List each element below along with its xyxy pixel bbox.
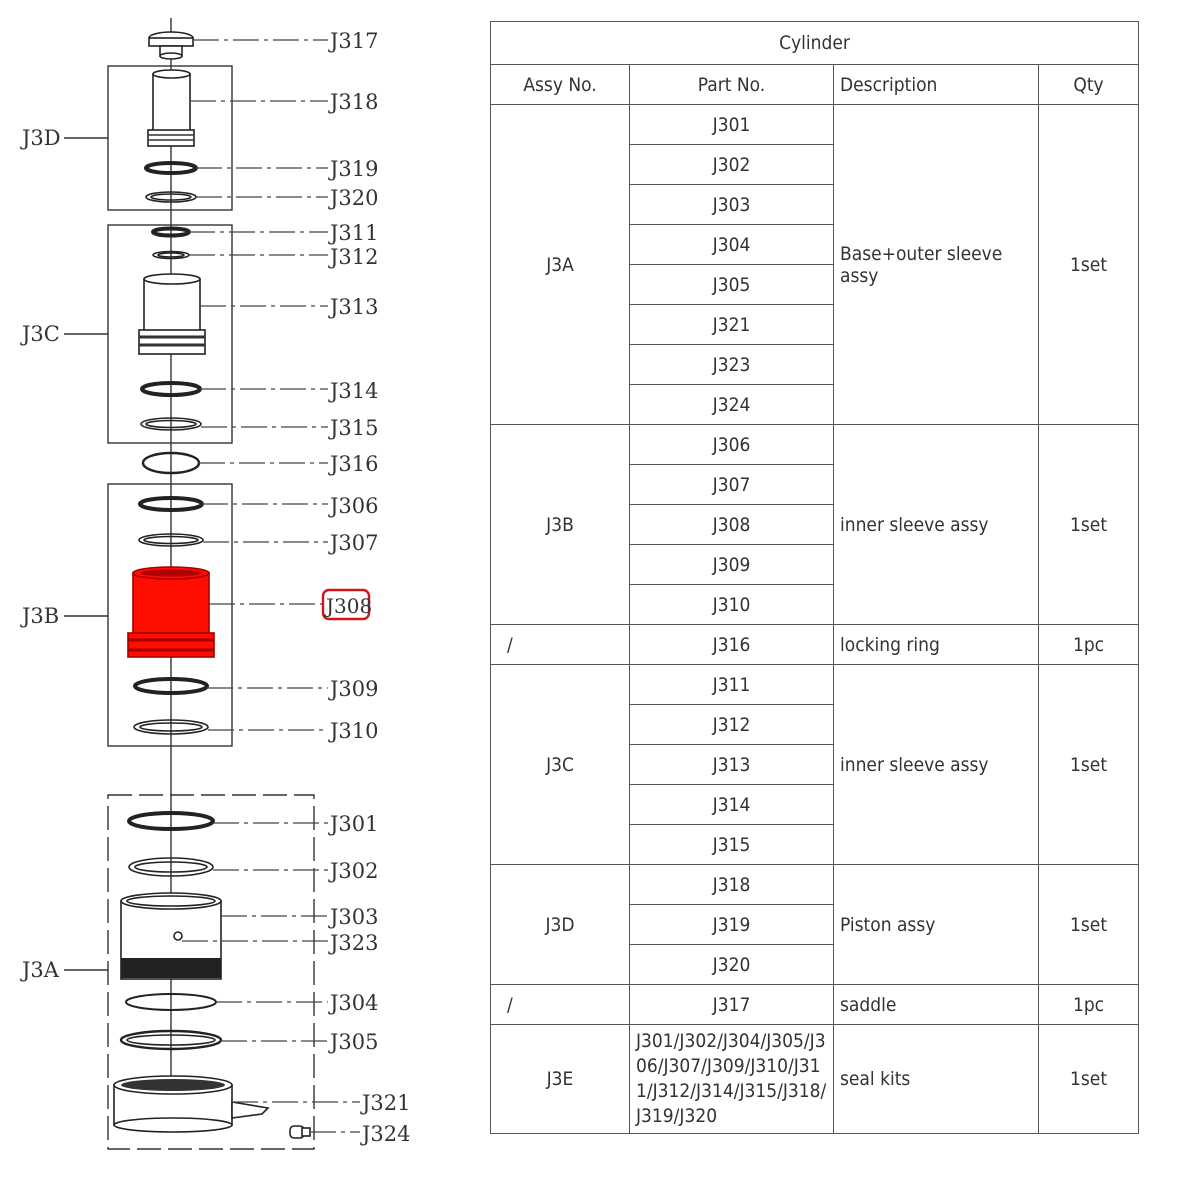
part-j323-screw [174, 932, 182, 940]
part-no-cell[interactable]: J316 [630, 625, 834, 665]
callout-j315[interactable]: J315 [330, 416, 379, 440]
assy-no-cell: J3E [491, 1025, 630, 1134]
callout-j324[interactable]: J324 [362, 1122, 411, 1146]
callout-j306[interactable]: J306 [330, 494, 379, 518]
qty-cell: 1pc [1039, 625, 1139, 665]
part-no-cell[interactable]: J301/J302/J304/J305/J306/J307/J309/J310/J311/J312/J314/J315/J318/J319/J320 [630, 1025, 834, 1134]
part-no-cell[interactable]: J315 [630, 825, 834, 865]
part-no-cell[interactable]: J301 [630, 105, 834, 145]
assy-no-cell: J3C [491, 665, 630, 865]
callout-j310[interactable]: J310 [330, 719, 379, 743]
part-no-cell[interactable]: J311 [630, 665, 834, 705]
qty-cell: 1pc [1039, 985, 1139, 1025]
description-cell: Piston assy [834, 865, 1039, 985]
part-no-cell[interactable]: J308 [630, 505, 834, 545]
table-row [491, 865, 1139, 905]
group-label-j3c: J3C [22, 322, 60, 346]
callout-j308[interactable]: J308 [326, 594, 373, 618]
callout-j319[interactable]: J319 [330, 157, 379, 181]
description-cell: inner sleeve assy [834, 425, 1039, 625]
assy-no-cell: J3B [491, 425, 630, 625]
parts-table [490, 21, 1139, 1134]
part-no-cell[interactable]: J307 [630, 465, 834, 505]
callout-j302[interactable]: J302 [330, 859, 379, 883]
part-no-cell[interactable]: J321 [630, 305, 834, 345]
part-j321-base [114, 1076, 268, 1132]
header-part-no: Part No. [630, 65, 834, 105]
description-cell: saddle [834, 985, 1039, 1025]
assy-no-cell: / [491, 985, 630, 1025]
part-no-cell[interactable]: J303 [630, 185, 834, 225]
part-no-cell[interactable]: J312 [630, 705, 834, 745]
description-cell: locking ring [834, 625, 1039, 665]
qty-cell: 1set [1039, 425, 1139, 625]
part-no-cell[interactable]: J314 [630, 785, 834, 825]
group-label-j3a: J3A [22, 958, 59, 982]
part-j308-inner-sleeve [128, 567, 214, 657]
table-row [491, 425, 1139, 465]
header-qty: Qty [1039, 65, 1139, 105]
table-body [491, 105, 1139, 1134]
callout-j301[interactable]: J301 [330, 812, 379, 836]
group-label-j3b: J3B [22, 604, 60, 628]
header-description: Description [834, 65, 1039, 105]
part-j313-sleeve [139, 274, 205, 354]
callout-j313[interactable]: J313 [330, 295, 379, 319]
assy-no-cell: / [491, 625, 630, 665]
callout-j318[interactable]: J318 [330, 90, 379, 114]
qty-cell: 1set [1039, 665, 1139, 865]
group-label-j3d: J3D [22, 126, 61, 150]
part-j317-saddle [149, 32, 193, 59]
assy-no-cell: J3A [491, 105, 630, 425]
part-no-cell[interactable]: J304 [630, 225, 834, 265]
assy-no-cell: J3D [491, 865, 630, 985]
callout-j317[interactable]: J317 [330, 29, 379, 53]
table-row [491, 1025, 1139, 1134]
part-no-cell[interactable]: J309 [630, 545, 834, 585]
table-row [491, 665, 1139, 705]
part-no-cell[interactable]: J313 [630, 745, 834, 785]
qty-cell: 1set [1039, 105, 1139, 425]
part-j303-outer-sleeve [121, 893, 221, 979]
callout-j307[interactable]: J307 [330, 531, 379, 555]
part-no-cell[interactable]: J310 [630, 585, 834, 625]
callout-j323[interactable]: J323 [330, 931, 379, 955]
part-no-cell[interactable]: J306 [630, 425, 834, 465]
callout-j316[interactable]: J316 [330, 452, 379, 476]
table-row [491, 985, 1139, 1025]
callout-j305[interactable]: J305 [330, 1030, 379, 1054]
part-no-cell[interactable]: J319 [630, 905, 834, 945]
part-no-cell[interactable]: J302 [630, 145, 834, 185]
callout-j320[interactable]: J320 [330, 186, 379, 210]
table-title: Cylinder [491, 22, 1139, 65]
callout-j311[interactable]: J311 [330, 221, 379, 245]
part-no-cell[interactable]: J305 [630, 265, 834, 305]
part-no-cell[interactable]: J320 [630, 945, 834, 985]
part-j318-piston [148, 70, 194, 146]
description-cell: inner sleeve assy [834, 665, 1039, 865]
callout-j304[interactable]: J304 [330, 991, 379, 1015]
header-assy-no: Assy No. [491, 65, 630, 105]
description-cell: Base+outer sleeve assy [834, 105, 1039, 425]
part-no-cell[interactable]: J317 [630, 985, 834, 1025]
part-no-cell[interactable]: J318 [630, 865, 834, 905]
callout-j312[interactable]: J312 [330, 245, 379, 269]
table-row [491, 625, 1139, 665]
callout-j321[interactable]: J321 [362, 1091, 411, 1115]
description-cell: seal kits [834, 1025, 1039, 1134]
part-no-cell[interactable]: J324 [630, 385, 834, 425]
callout-j314[interactable]: J314 [330, 379, 379, 403]
callout-j309[interactable]: J309 [330, 677, 379, 701]
part-no-cell[interactable]: J323 [630, 345, 834, 385]
qty-cell: 1set [1039, 865, 1139, 985]
part-j324-fitting [290, 1126, 310, 1138]
qty-cell: 1set [1039, 1025, 1139, 1134]
exploded-cylinder-diagram [0, 0, 470, 1200]
table-row [491, 105, 1139, 145]
callout-j303[interactable]: J303 [330, 905, 379, 929]
